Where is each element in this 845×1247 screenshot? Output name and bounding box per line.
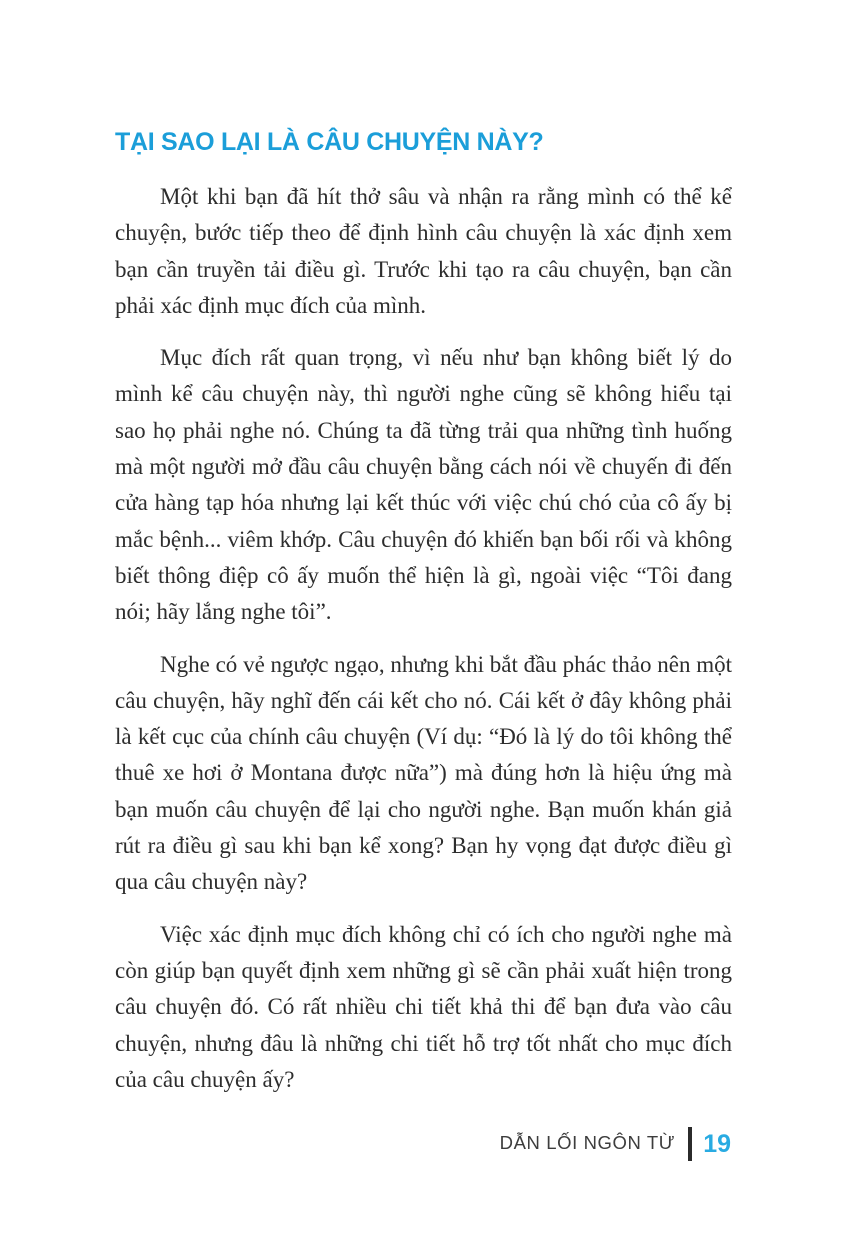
body-paragraph: Việc xác định mục đích không chỉ có ích cho người nghe mà còn giúp bạn quyết định xem những gì sẽ cần phải xuất hiện trong câu chuyện đó. Có rất nhiều chi tiết khả thi để bạn đưa vào câu chuyện, nhưng đâu là những chi tiết hỗ trợ tốt nhất cho mục đích của câu chuyện ấy?: [115, 921, 732, 1092]
page-number: 19: [703, 1129, 731, 1158]
body-paragraph: Một khi bạn đã hít thở sâu và nhận ra rằng mình có thể kể chuyện, bước tiếp theo để định hình câu chuyện là xác định xem bạn cần truyền tải điều gì. Trước khi tạo ra câu chuyện, bạn cần phải xác định mục đích của mình.: [115, 184, 732, 318]
page-content: [115, 127, 732, 1098]
footer-divider: [688, 1127, 692, 1161]
body-paragraph: Nghe có vẻ ngược ngạo, nhưng khi bắt đầu phác thảo nên một câu chuyện, hãy nghĩ đến cái kết cho nó. Cái kết ở đây không phải là kết cục của chính câu chuyện (Ví dụ: “Đó là lý do tôi không thể thuê xe hơi ở Montana được nữa”) mà đúng hơn là hiệu ứng mà bạn muốn câu chuyện để lại cho người nghe. Bạn muốn khán giả rút ra điều gì sau khi bạn kể xong? Bạn hy vọng đạt được điều gì qua câu chuyện này?: [115, 651, 732, 895]
section-heading: TẠI SAO LẠI LÀ CÂU CHUYỆN NÀY?: [115, 128, 544, 156]
page-footer: [500, 1127, 731, 1161]
body-paragraph: Mục đích rất quan trọng, vì nếu như bạn không biết lý do mình kể câu chuyện này, thì người nghe cũng sẽ không hiểu tại sao họ phải nghe nó. Chúng ta đã từng trải qua những tình huống mà một người mở đầu câu chuyện bằng cách nói về chuyến đi đến cửa hàng tạp hóa nhưng lại kết thúc với việc chú chó của cô ấy bị mắc bệnh... viêm khớp. Câu chuyện đó khiến bạn bối rối và không biết thông điệp cô ấy muốn thể hiện là gì, ngoài việc “Tôi đang nói; hãy lắng nghe tôi”.: [115, 345, 732, 625]
book-title: DẪN LỐI NGÔN TỪ: [499, 1131, 676, 1153]
